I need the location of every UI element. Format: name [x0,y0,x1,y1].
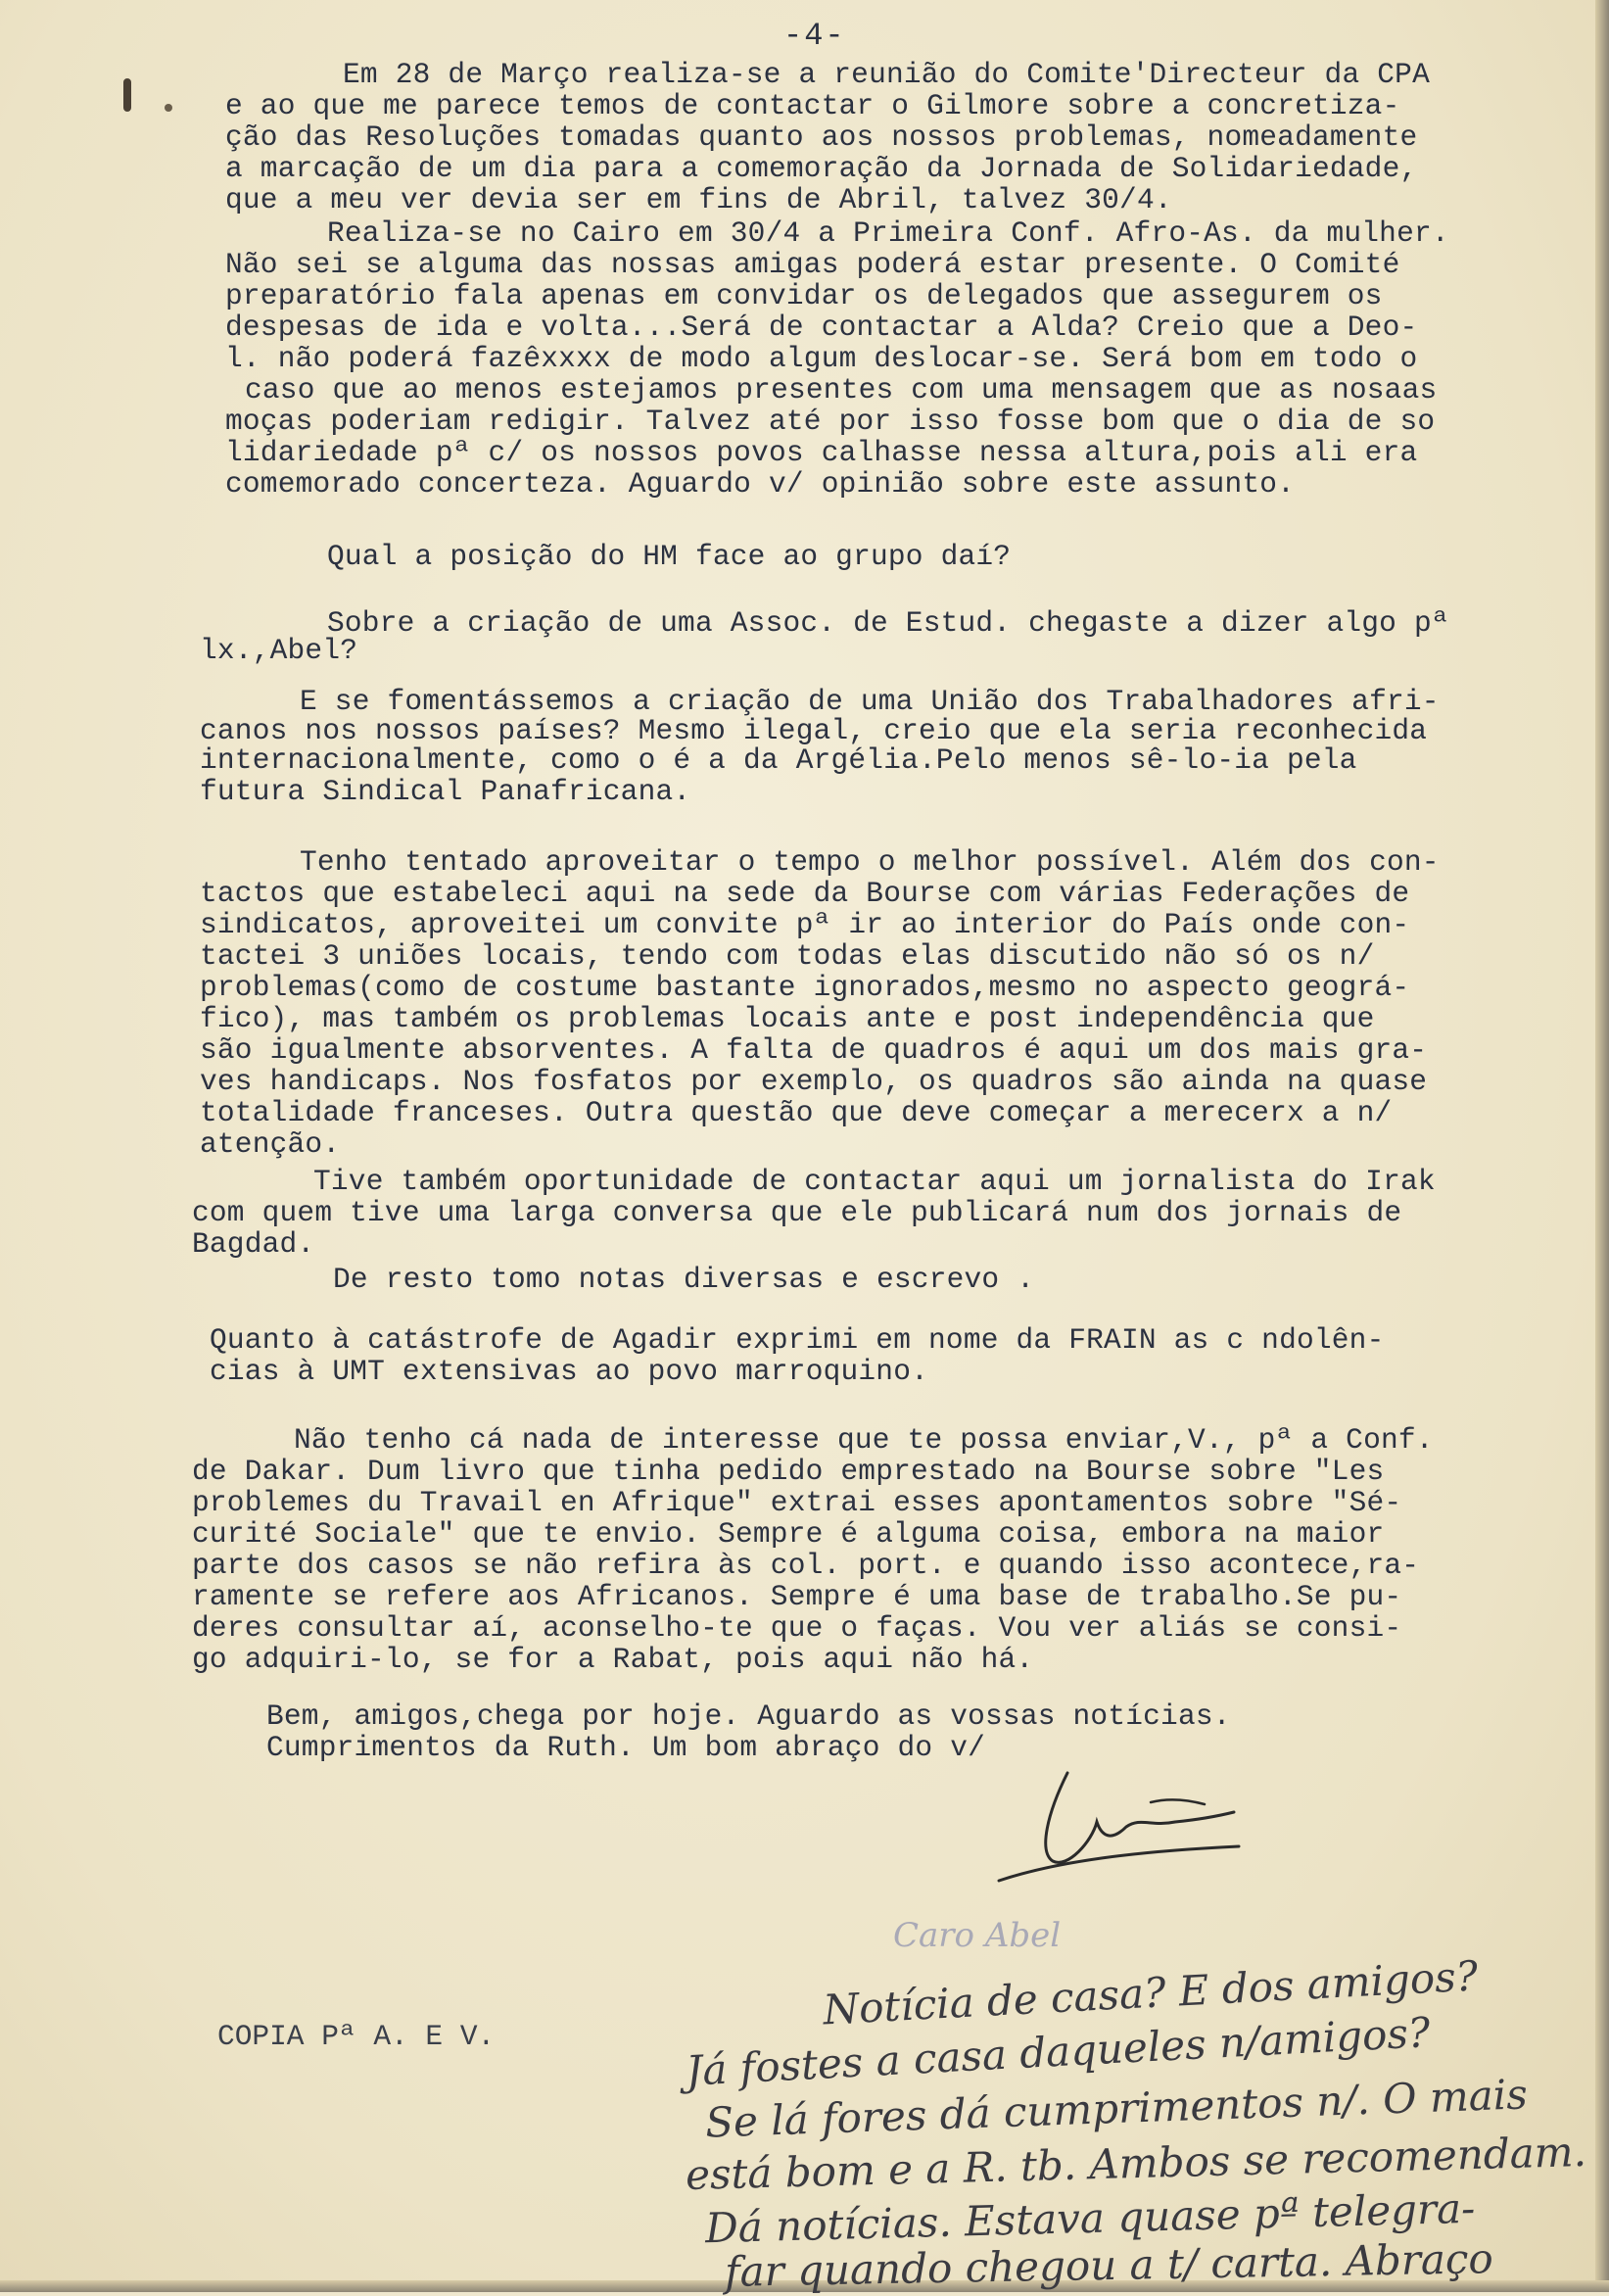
text-line: que a meu ver devia ser em fins de Abril, talvez 30/4. [225,183,1172,216]
text-line: problemes du Travail en Afrique" extrai esses apontamentos sobre "Sé- [192,1486,1402,1519]
handwritten-salutation: Caro Abel [893,1916,1062,1955]
text-line: Quanto à catástrofe de Agadir exprimi em nome da FRAIN as c ndolên- [210,1323,1385,1357]
text-line: tactei 3 uniões locais, tendo com todas elas discutido não só os n/ [200,939,1375,973]
text-line: sindicatos, aproveitei um convite pª ir ao interior do País onde con- [200,908,1410,941]
text-line: futura Sindical Panafricana. [200,775,691,808]
text-line: cias à UMT extensivas ao povo marroquino. [210,1355,929,1388]
text-line: ramente se refere aos Africanos. Sempre é uma base de trabalho.Se pu- [192,1580,1402,1613]
text-line: Bem, amigos,chega por hoje. Aguardo as vossas notícias. [266,1699,1231,1733]
text-line: ção das Resoluções tomadas quanto aos nossos problemas, nomeadamente [225,120,1418,154]
copy-notation: COPIA Pª A. E V. [217,2020,496,2053]
text-line: Bagdad. [192,1227,315,1261]
handwritten-line: Notícia de casa? E dos amigos? [822,1951,1480,2034]
text-line: e ao que me parece temos de contactar o Gilmore sobre a concretiza- [225,89,1400,122]
text-line: l. não poderá fazêxxxx de modo algum deslocar-se. Será bom em todo o [225,342,1418,375]
ink-mark [123,78,131,112]
text-line: Qual a posição do HM face ao grupo daí? [327,540,1012,573]
text-line: lidariedade pª c/ os nossos povos calhasse nessa altura,pois ali era [225,436,1418,469]
text-line: Tive também oportunidade de contactar aqui um jornalista do Irak [313,1165,1436,1198]
text-line: despesas de ida e volta...Será de contactar a Alda? Creio que a Deo- [225,311,1418,344]
text-line: Tenho tentado aproveitar o tempo o melhor possível. Além dos con- [300,845,1440,879]
text-line: ves handicaps. Nos fosfatos por exemplo, os quadros são ainda na quase [200,1065,1428,1098]
text-line: Cumprimentos da Ruth. Um bom abraço do v/ [266,1731,986,1764]
handwritten-line: Se lá fores dá cumprimentos n/. O mais [704,2070,1529,2147]
ink-dot [165,104,172,112]
text-line: problemas(como de costume bastante ignorados,mesmo no aspecto geográ- [200,971,1410,1004]
page-edge-shadow [1595,0,1609,2292]
text-line: Sobre a criação de uma Assoc. de Estud. chegaste a dizer algo pª [327,606,1449,640]
text-line: com quem tive uma larga conversa que ele publicará num dos jornais de [192,1196,1402,1229]
text-line: Em 28 de Março realiza-se a reunião do Comite'Directeur da CPA [343,58,1430,91]
text-line: curité Sociale" que te envio. Sempre é alguma coisa, embora na maior [192,1517,1385,1551]
text-line: parte dos casos se não refira às col. port. e quando isso acontece,ra- [192,1549,1420,1582]
handwritten-line: Já fostes a casa daqueles n/amigos? [685,2008,1432,2095]
page-number: -4- [783,18,846,54]
text-line: lx.,Abel? [200,634,358,667]
handwritten-line: Dá notícias. Estava quase pª telegra- [704,2183,1476,2253]
text-line: moças poderiam redigir. Talvez até por isso fosse bom que o dia de so [225,405,1436,438]
text-line: Não tenho cá nada de interesse que te possa enviar,V., pª a Conf. [294,1423,1434,1457]
text-line: a marcação de um dia para a comemoração da Jornada de Solidariedade, [225,152,1418,185]
text-line: são igualmente absorventes. A falta de quadros é aqui um dos mais gra- [200,1033,1428,1067]
text-line: de Dakar. Dum livro que tinha pedido emprestado na Bourse sobre "Les [192,1455,1385,1488]
text-line: tactos que estabeleci aqui na sede da Bourse com várias Federações de [200,877,1410,910]
text-line: canos nos nossos países? Mesmo ilegal, creio que ela seria reconhecida [200,714,1428,747]
text-line: Realiza-se no Cairo em 30/4 a Primeira Conf. Afro-As. da mulher. [327,216,1449,250]
text-line: caso que ao menos estejamos presentes com uma mensagem que as nosaas [245,373,1438,407]
text-line: fico), mas também os problemas locais ante e post independência que [200,1002,1375,1035]
handwritten-line: está bom e a R. tb. Ambos se recomendam. [685,2127,1587,2200]
signature-icon [979,1744,1254,1890]
text-line: De resto tomo notas diversas e escrevo . [333,1263,1035,1296]
text-line: E se fomentássemos a criação de uma União dos Trabalhadores afri- [300,685,1440,718]
handwritten-line: far quando chegou a t/ carta. Abraço [724,2234,1494,2296]
text-line: Não sei se alguma das nossas amigas poderá estar presente. O Comité [225,248,1400,281]
text-line: atenção. [200,1127,341,1161]
text-line: totalidade franceses. Outra questão que deve começar a merecerx a n/ [200,1096,1393,1129]
text-line: deres consultar aí, aconselho-te que o faças. Vou ver aliás se consi- [192,1611,1402,1645]
text-line: comemorado concerteza. Aguardo v/ opinião sobre este assunto. [225,467,1296,501]
text-line: go adquiri-lo, se for a Rabat, pois aqui não há. [192,1643,1034,1676]
text-line: internacionalmente, como o é a da Argélia.Pelo menos sê-lo-ia pela [200,743,1357,777]
text-line: preparatório fala apenas em convidar os delegados que assegurem os [225,279,1383,312]
